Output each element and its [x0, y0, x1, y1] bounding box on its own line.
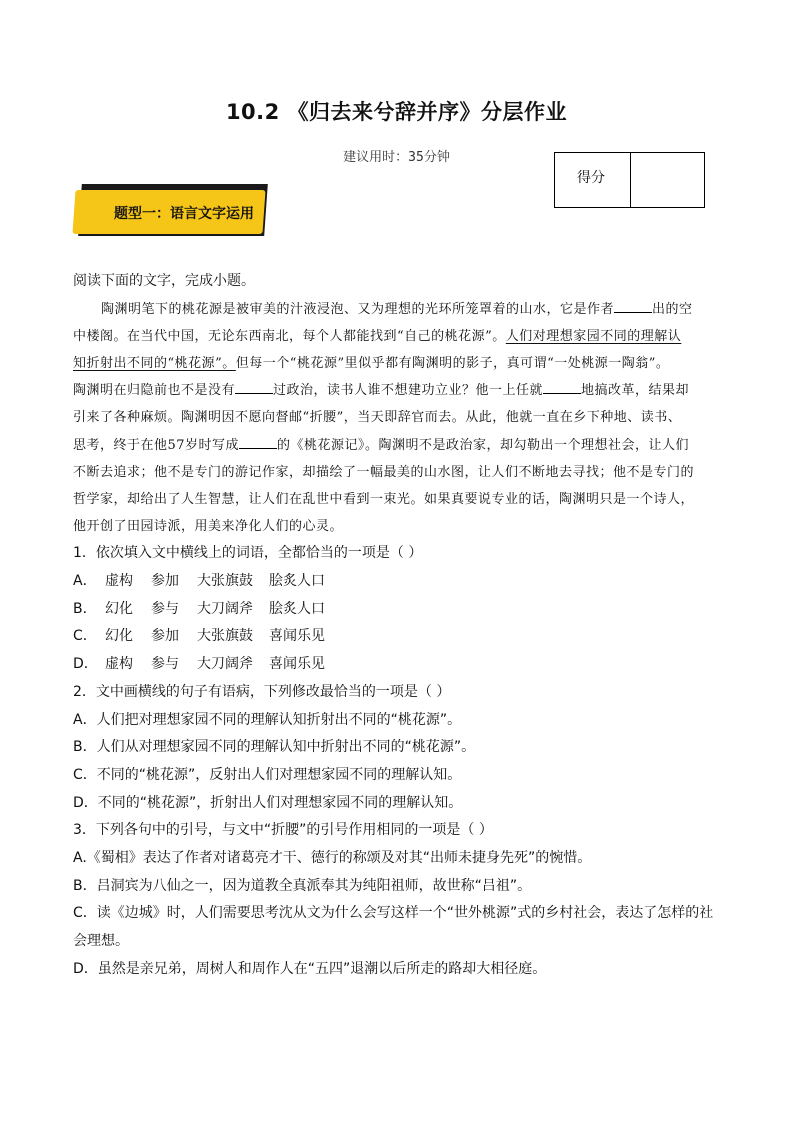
- question-stem: 1．依次填入文中横线上的词语，全都恰当的一项是（ ）: [73, 545, 423, 562]
- passage-line: 不断去追求；他不是专门的游记作家，却描绘了一幅最美的山水图，让人们不断地去寻找；他不是专门的: [73, 464, 695, 480]
- option-word: 大张旗鼓: [197, 573, 253, 590]
- option-word: 喜闻乐见: [269, 628, 325, 645]
- passage-line: [73, 377, 723, 404]
- option-row[interactable]: [73, 651, 723, 679]
- option-row[interactable]: B．吕洞宾为八仙之一，因为道教全真派奉其为纯阳祖师，故世称“吕祖”。: [73, 877, 532, 894]
- option-label: C．: [73, 628, 97, 645]
- passage-text: 中楼阁。在当代中国，无论东西南北，每个人都能找到“自己的桃花源”。: [73, 328, 506, 344]
- underlined-sentence: 知折射出不同的“桃花源”。: [73, 356, 236, 372]
- option-row[interactable]: [73, 623, 723, 651]
- passage-line: 引来了各种麻烦。陶渊明因不愿向督邮“折腰”，当天即辞官而去。从此，他就一直在乡下种地、读书、: [73, 410, 682, 426]
- passage-text: 地搞改革，结果却: [581, 383, 690, 399]
- section-banner-label: 题型一：语言文字运用: [114, 206, 254, 222]
- option-word: 大刀阔斧: [197, 600, 253, 617]
- fill-blank-4: [239, 434, 277, 449]
- content-body: [73, 268, 723, 983]
- option-row[interactable]: A.《蜀相》表达了作者对诸葛亮才干、德行的称颂及对其“出师未捷身先死”的惋惜。: [73, 849, 592, 866]
- option-row[interactable]: A．人们把对理想家园不同的理解认知折射出不同的“桃花源”。: [73, 711, 462, 728]
- instruction: 阅读下面的文字，完成小题。: [73, 273, 255, 289]
- option-word: 虚构: [105, 656, 133, 673]
- option-word: 脍炙人口: [269, 573, 325, 590]
- option-row[interactable]: D．不同的“桃花源”，折射出人们对理想家园不同的理解认知。: [73, 794, 463, 811]
- fill-blank-1: [614, 298, 652, 313]
- option-row[interactable]: [73, 568, 723, 596]
- option-word: 喜闻乐见: [269, 656, 325, 673]
- question-stem: 2．文中画横线的句子有语病，下列修改最恰当的一项是（ ）: [73, 683, 451, 700]
- score-box: [554, 152, 705, 208]
- option-word: 脍炙人口: [269, 600, 325, 617]
- page-title: 10.2 《归去来兮辞并序》分层作业: [225, 100, 568, 124]
- passage-line: [73, 432, 723, 459]
- passage-text: 的《桃花源记》。陶渊明不是政治家，却勾勒出一个理想社会，让人们: [277, 437, 690, 453]
- passage-text: 过政治，读书人谁不想建功立业？他一上任就: [273, 383, 544, 399]
- option-word: 参与: [151, 600, 179, 617]
- underlined-sentence: 人们对理想家园不同的理解认: [505, 328, 682, 344]
- question-stem: 3．下列各句中的引号，与文中“折腰”的引号作用相同的一项是（ ）: [73, 822, 493, 839]
- score-value-field[interactable]: [631, 153, 704, 207]
- passage-text: 出的空: [652, 301, 693, 317]
- option-word: 幻化: [105, 600, 133, 617]
- passage-text: 陶渊明笔下的桃花源是被审美的汁液浸泡、又为理想的光环所笼罩着的山水，它是作者: [101, 301, 615, 317]
- passage-text: 思考，终于在他57岁时写成: [73, 437, 240, 453]
- reading-passage: [73, 296, 723, 541]
- passage-text: 陶渊明在归隐前也不是没有: [73, 383, 236, 399]
- option-label: A．: [73, 573, 97, 590]
- passage-line: [73, 323, 723, 350]
- option-row[interactable]: B．人们从对理想家园不同的理解认知中折射出不同的“桃花源”。: [73, 739, 476, 756]
- option-label: D．: [73, 656, 98, 673]
- passage-text: 但每一个“桃花源”里似乎都有陶渊明的影子，真可谓“一处桃源一陶翁”。: [235, 356, 670, 372]
- passage-line: [73, 350, 723, 377]
- passage-line: [73, 296, 723, 323]
- option-word: 参加: [151, 628, 179, 645]
- section-banner: [74, 184, 274, 240]
- option-row[interactable]: [73, 596, 723, 624]
- option-row[interactable]: D．虽然是亲兄弟，周树人和周作人在“五四”退潮以后所走的路却大相径庭。: [73, 960, 547, 977]
- passage-line: 他开创了田园诗派，用美来净化人们的心灵。: [73, 519, 344, 535]
- score-label: 得分: [555, 153, 631, 207]
- option-word: 大张旗鼓: [197, 628, 253, 645]
- question-2: [73, 679, 723, 817]
- option-row[interactable]: C．不同的“桃花源”，反射出人们对理想家园不同的理解认知。: [73, 766, 462, 783]
- suggested-time: 建议用时：35分钟: [343, 150, 450, 165]
- passage-line: 哲学家，却给出了人生智慧，让人们在乱世中看到一束光。如果真要说专业的话，陶渊明只是一个诗人，: [73, 492, 695, 507]
- option-row[interactable]: C．读《边城》时，人们需要思考沈从文为什么会写这样一个“世外桃源”式的乡村社会，表达了怎样的社会理想。: [73, 905, 714, 950]
- option-word: 幻化: [105, 628, 133, 645]
- option-word: 虚构: [105, 573, 133, 590]
- question-1: [73, 540, 723, 678]
- question-3: [73, 817, 723, 983]
- fill-blank-3: [543, 379, 581, 394]
- option-word: 大刀阔斧: [197, 656, 253, 673]
- option-word: 参加: [151, 573, 179, 590]
- option-label: B．: [73, 600, 97, 617]
- fill-blank-2: [235, 379, 273, 394]
- option-word: 参与: [151, 656, 179, 673]
